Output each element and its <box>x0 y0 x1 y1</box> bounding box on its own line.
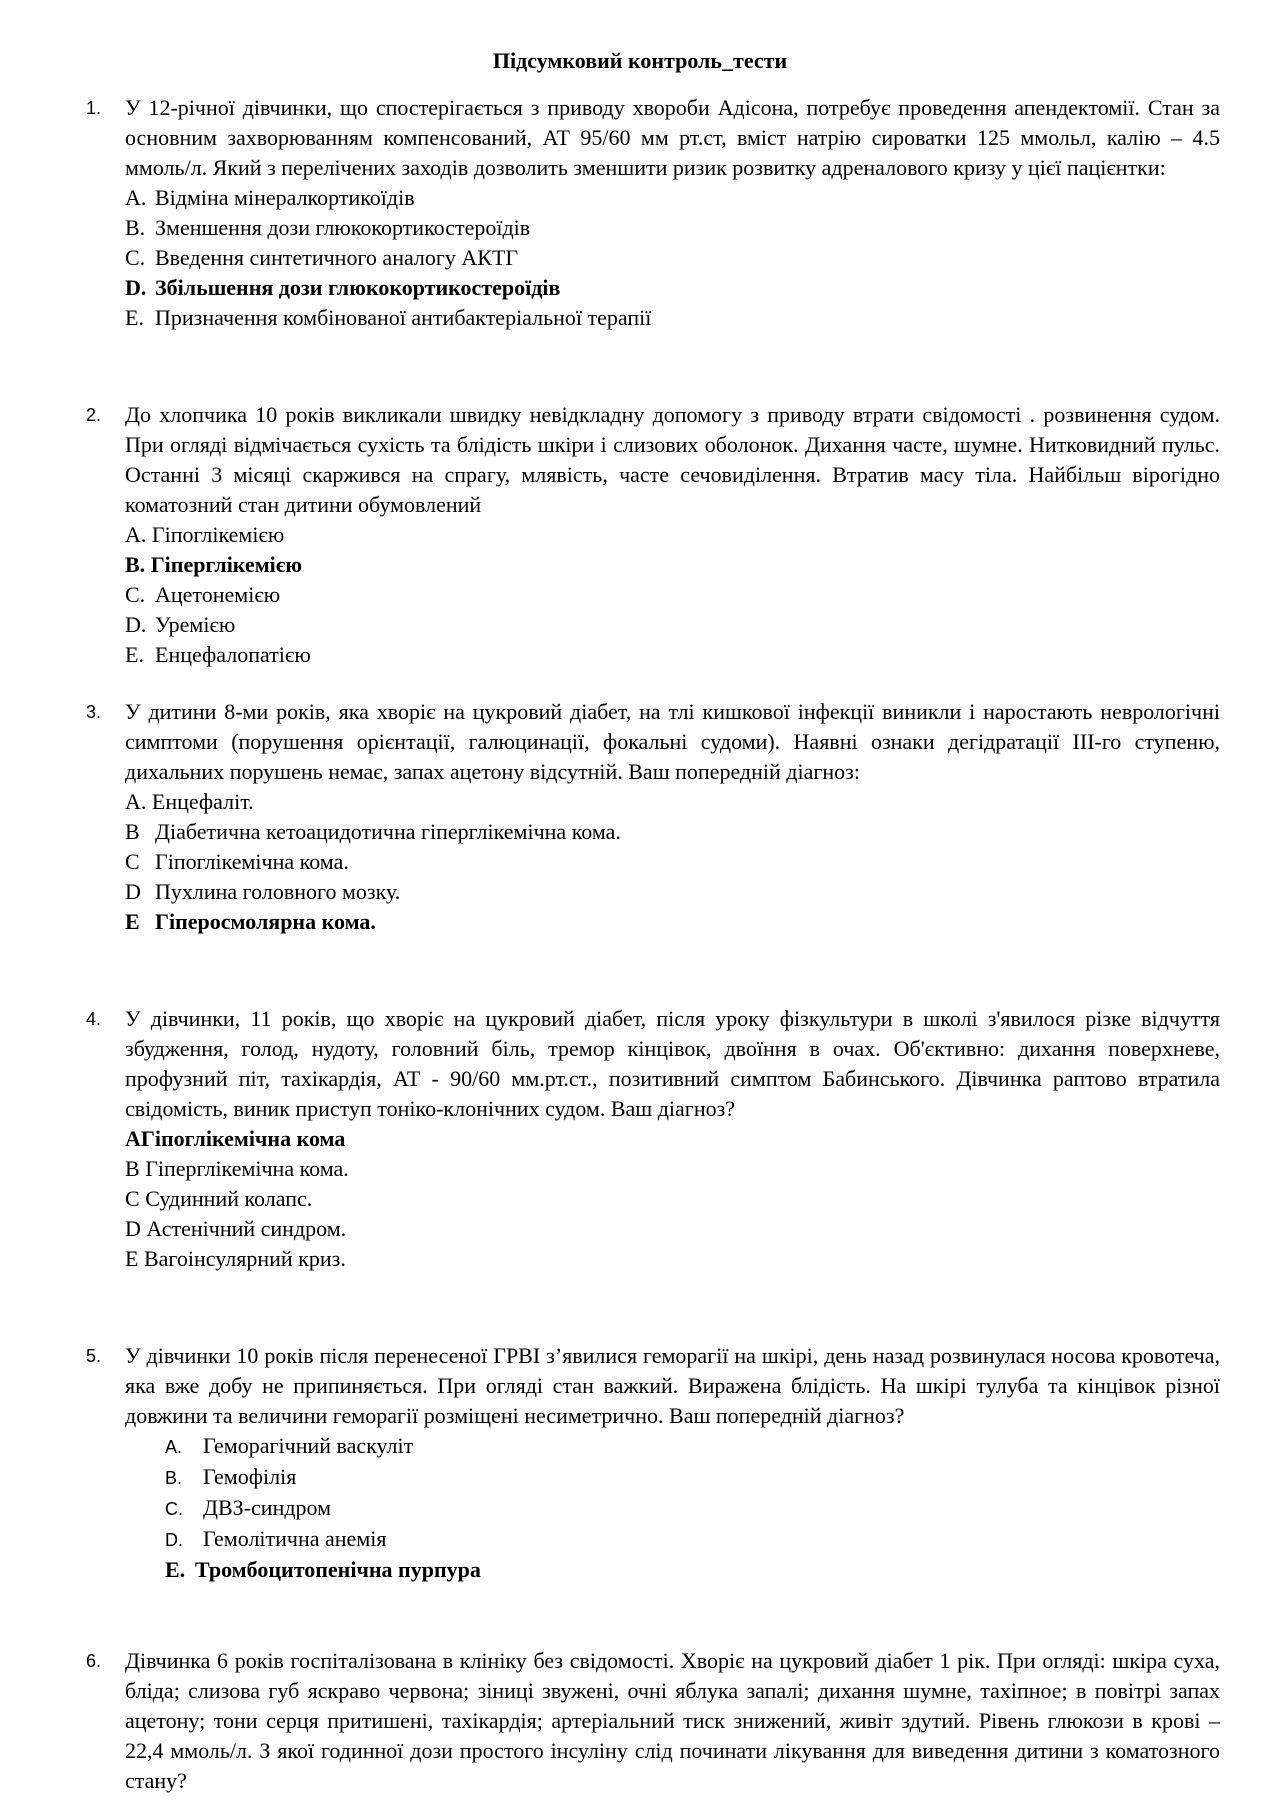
answer-option-c: C Гіпоглікемічна кома. <box>125 849 349 874</box>
answer-option-b: B Гіперглікемічна кома. <box>125 1156 349 1181</box>
answer-option-c: C. Ацетонемією <box>125 582 281 607</box>
answer-option-d: D Пухлина головного мозку. <box>125 879 401 904</box>
answer-option-e-correct: E. Тромбоцитопенічна пурпура <box>165 1557 481 1582</box>
answer-option-b: B. Зменшення дози глюкокортикостероїдів <box>125 215 531 240</box>
answer-option-d: D. Уремією <box>125 612 236 637</box>
answer-option-d: D Астенічний синдром. <box>125 1216 347 1241</box>
question-6 <box>80 1646 1220 1796</box>
answer-option-a: A. Гіпоглікемією <box>125 522 285 547</box>
question-number: 3. <box>86 702 102 722</box>
question-stem: У дівчинки 10 років після перенесеної ГРВІ з’явилися геморагії на шкірі, день назад розвинулася носова кровотеча, яка вже добу не припиняється. При огляді стан важкий. Виражена блідість. На шкірі тулуба та кінцівок різної довжини та величини геморагії розміщені несиметрично. Ваш попередній діагноз? <box>125 1343 1220 1428</box>
answer-option-e: E Вагоінсулярний криз. <box>125 1246 346 1271</box>
answer-option-a: A. Відміна мінералкортикоїдів <box>125 185 415 210</box>
question-number: 2. <box>86 405 102 425</box>
answer-option-a: A. Геморагічний васкуліт <box>165 1433 414 1458</box>
question-number: 4. <box>86 1009 102 1029</box>
answer-option-e: E. Призначення комбінованої антибактеріальної терапії <box>125 305 652 330</box>
answer-option-a-correct: AГіпоглікемічна кома <box>125 1126 346 1151</box>
question-stem: Дівчинка 6 років госпіталізована в клініку без свідомості. Хворіє на цукровий діабет 1 рік. При огляді: шкіра суха, бліда; слизова губ яскраво червона; зіниці звужені, очні яблука запалі; дихання шумне, тахіпное; в повітрі запах ацетону; тони серця притишені, тахікардія; артеріальний тиск знижений, живіт здутий. Рівень глюкози в крові – 22,4 ммоль/л. З якої годинної дози простого інсуліну слід починати лікування для виведення дитини з коматозного стану? <box>125 1648 1220 1793</box>
answer-option-b: B. Гемофілія <box>165 1464 297 1489</box>
answer-option-c: C Судинний колапс. <box>125 1186 313 1211</box>
page-title: Підсумковий контроль_тести <box>492 48 788 73</box>
answer-option-c: C. Введення синтетичного аналогу АКТГ <box>125 245 519 270</box>
question-5 <box>80 1341 1220 1585</box>
question-number: 5. <box>86 1346 102 1366</box>
answer-option-b-correct: B. Гіперглікемією <box>125 552 303 577</box>
question-number: 6. <box>86 1651 102 1671</box>
question-stem: У 12-річної дівчинки, що спостерігається з приводу хвороби Адісона, потребує проведення апендектомії. Стан за основним захворюванням компенсований, АТ 95/60 мм рт.ст, вміст натрію сироватки 125 ммольл, калію – 4.5 ммоль/л. Який з перелічених заходів дозволить зменшити ризик розвитку адреналового кризу у цієї пацієнтки: <box>125 95 1220 180</box>
question-stem: До хлопчика 10 років викликали швидку невідкладну допомогу з приводу втрати свідомості . розвинення судом. При огляді відмічається сухість та блідість шкіри і слизових оболонок. Дихання часте, шумне. Нитковидний пульс. Останні 3 місяці скаржився на спрагу, млявість, часте сечовиділення. Втратив масу тіла. Найбільш вірогідно коматозний стан дитини обумовлений <box>125 402 1220 517</box>
question-1 <box>80 93 1220 333</box>
answer-option-b: B Діабетична кетоацидотична гіперглікемічна кома. <box>125 819 621 844</box>
answer-option-c: C. ДВЗ-синдром <box>165 1495 332 1520</box>
answer-option-d-correct: D. Збільшення дози глюкокортикостероїдів <box>125 275 561 300</box>
question-stem: У дитини 8-ми років, яка хворіє на цукровий діабет, на тлі кишкової інфекції виникли і наростають неврологічні симптоми (порушення орієнтації, галюцинації, фокальні судоми). Наявні ознаки дегідратації ІІІ-го ступеню, дихальних порушень немає, запах ацетону відсутній. Ваш попередній діагноз: <box>125 699 1220 784</box>
question-4 <box>80 1004 1220 1274</box>
question-2 <box>80 400 1220 670</box>
question-3 <box>80 697 1220 937</box>
question-number: 1. <box>86 98 102 118</box>
answer-option-e-correct: E Гіперосмолярна кома. <box>125 909 376 934</box>
answer-option-d: D. Гемолітична анемія <box>165 1526 387 1551</box>
answer-option-e: E. Енцефалопатією <box>125 642 311 667</box>
answer-option-a: A. Енцефаліт. <box>125 789 254 814</box>
question-stem: У дівчинки, 11 років, що хворіє на цукровий діабет, після уроку фізкультури в школі з'явилося різке відчуття збудження, голод, нудоту, головний біль, тремор кінцівок, двоїння в очах. Об'єктивно: дихання поверхневе, профузний піт, тахікардія, АТ - 90/60 мм.рт.ст., позитивний симптом Бабинського. Дівчинка раптово втратила свідомість, виник приступ тоніко-клонічних судом. Ваш діагноз? <box>125 1006 1220 1121</box>
